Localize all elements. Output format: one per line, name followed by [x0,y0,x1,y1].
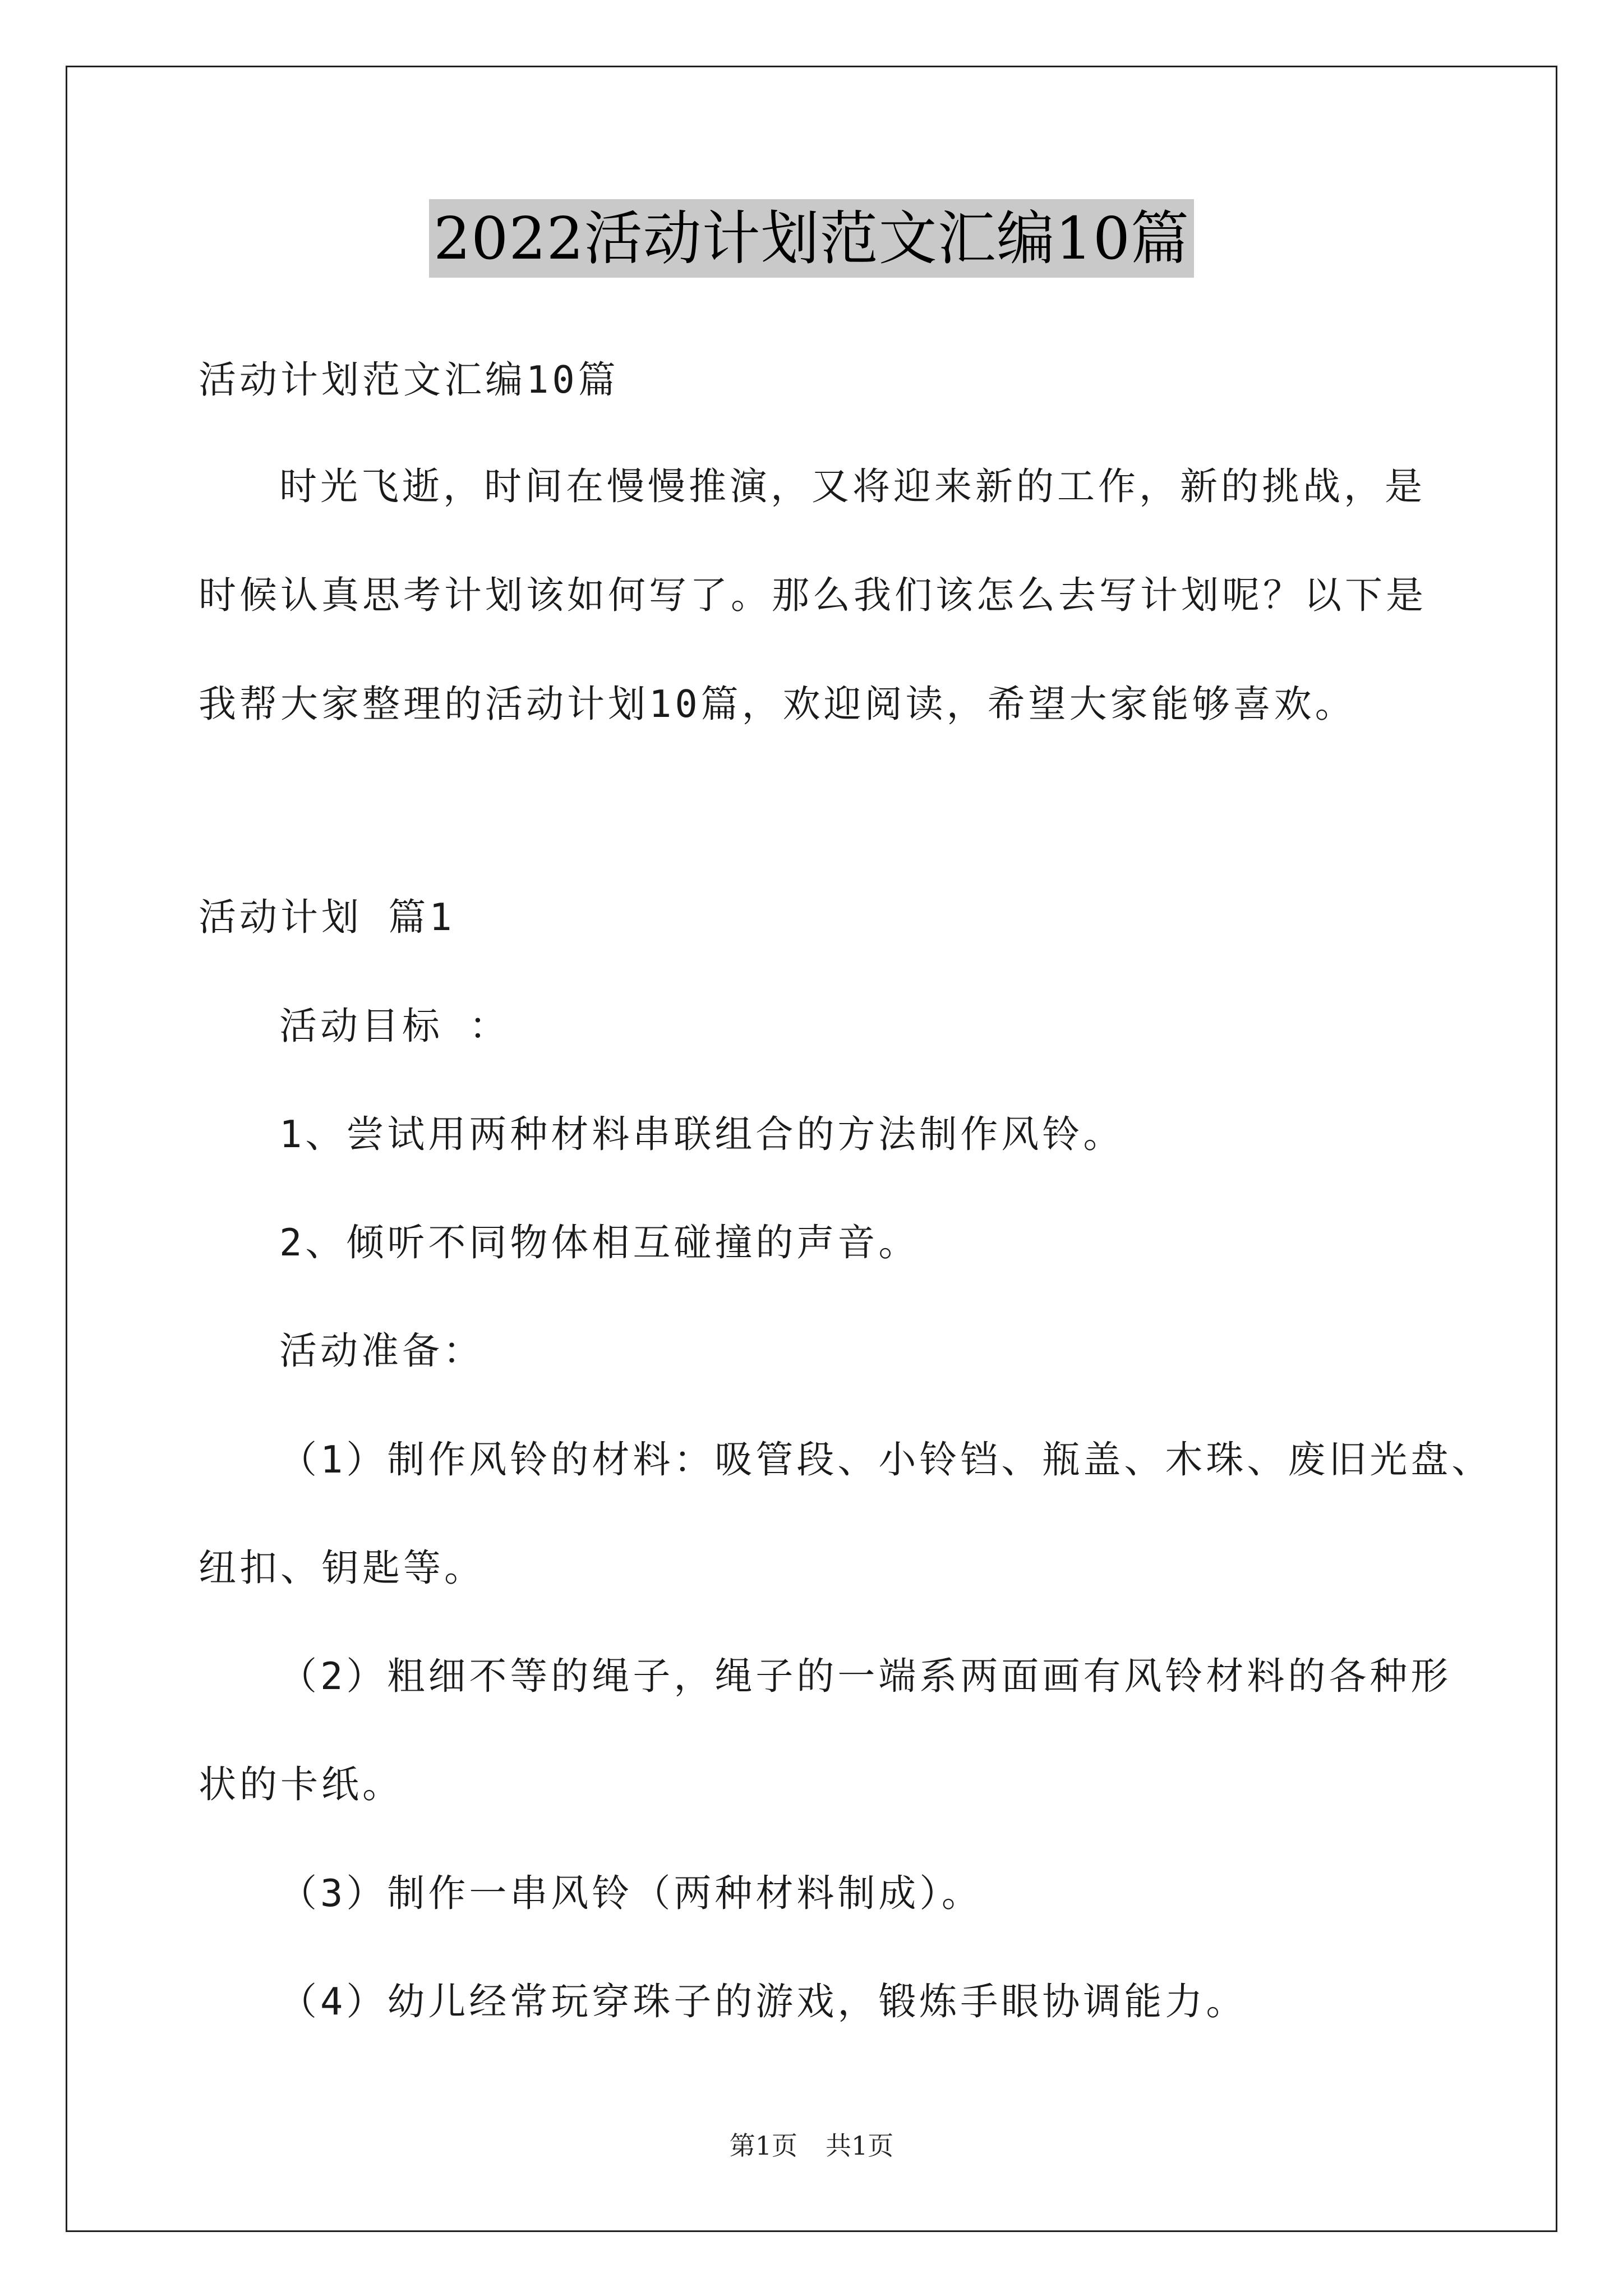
prep-item-2a: （2）粗细不等的绳子，绳子的一端系两面画有风铃材料的各种形 [279,1654,1452,1698]
title-container [0,199,1623,278]
intro-line-1: 时光飞逝，时间在慢慢推演，又将迎来新的工作，新的挑战，是 [279,464,1426,508]
page-current: 第1页 [729,2131,797,2161]
page-footer [0,2129,1623,2162]
document-title: 2022活动计划范文汇编10篇 [429,199,1194,278]
goal-item-1: 1、尝试用两种材料串联组合的方法制作风铃。 [279,1112,1124,1156]
prep-item-2b: 状的卡纸。 [199,1763,403,1806]
document-subtitle: 活动计划范文汇编10篇 [199,358,619,402]
section-heading: 活动计划 篇1 [199,895,455,939]
goal-item-2: 2、倾听不同物体相互碰撞的声音。 [279,1221,920,1264]
prep-item-1a: （1）制作风铃的材料：吸管段、小铃铛、瓶盖、木珠、废旧光盘、 [279,1438,1493,1481]
prep-item-4: （4）幼儿经常玩穿珠子的游戏，锻炼手眼协调能力。 [279,1980,1247,2023]
page-total: 共1页 [826,2131,894,2161]
prep-item-3: （3）制作一串风铃（两种材料制成）。 [279,1871,983,1915]
prep-heading: 活动准备： [279,1329,484,1373]
intro-line-2: 时候认真思考计划该如何写了。那么我们该怎么去写计划呢？以下是 [199,573,1427,617]
goal-heading: 活动目标 ： [279,1004,510,1048]
intro-line-3: 我帮大家整理的活动计划10篇，欢迎阅读，希望大家能够喜欢。 [199,682,1356,726]
prep-item-1b: 纽扣、钥匙等。 [199,1546,485,1590]
